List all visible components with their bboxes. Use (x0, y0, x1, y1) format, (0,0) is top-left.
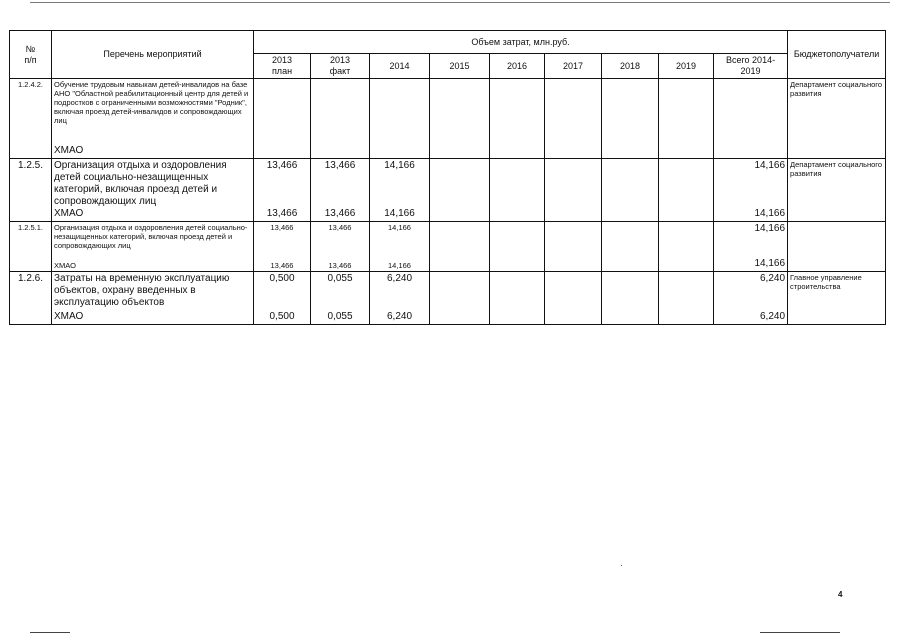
table-row (10, 272, 886, 325)
value-2014: 14,166 (388, 223, 411, 232)
row-number: 1.2.5.1. (10, 222, 52, 272)
header-year-2015: 2015 (430, 54, 490, 79)
row-title: Организация отдыха и оздоровления детей социально-незащищенных категорий, включая проезд детей и сопровождающих лиц (54, 223, 248, 250)
row-recipient: Главное управление строительства (788, 272, 886, 325)
cell-2015 (430, 222, 490, 272)
cell-2019 (659, 272, 714, 325)
value-total-region: 6,240 (760, 311, 786, 322)
row-title: Обучение трудовым навыкам детей-инвалидов на базе АНО "Областной реабилитационный центр для детей и подростков с ограниченными возможностями "Родник", включая проезд детей-инвалидов и сопровождающих лиц (54, 80, 249, 125)
value-2013-plan-region: 0,500 (269, 311, 295, 322)
cell-2014 (370, 272, 430, 325)
cell-2013-plan (254, 159, 311, 222)
cell-2013-plan (254, 222, 311, 272)
header-year-2013-plan: 2013 план (254, 54, 311, 79)
value-2014: 6,240 (386, 273, 413, 284)
cell-2013-fact (311, 159, 370, 222)
value-2013-fact: 13,466 (324, 160, 356, 171)
header-row-1 (10, 31, 886, 54)
value-2013-fact: 13,466 (328, 223, 352, 232)
row-title-cell (52, 222, 254, 272)
value-2013-fact-region: 0,055 (327, 311, 353, 322)
value-2013-fact: 0,055 (327, 273, 353, 284)
cell-total (714, 222, 788, 272)
cell-2017 (545, 222, 602, 272)
cell-2014 (370, 79, 430, 159)
value-2013-plan: 13,466 (266, 160, 298, 171)
cell-2017 (545, 272, 602, 325)
speck (621, 565, 622, 566)
header-year-2014: 2014 (370, 54, 430, 79)
cell-2017 (545, 159, 602, 222)
budget-table (9, 30, 886, 325)
row-recipient: Департамент социального развития (788, 159, 886, 222)
value-2014-region: 6,240 (386, 311, 413, 322)
value-total: 14,166 (754, 160, 786, 171)
row-title-cell (52, 272, 254, 325)
cell-total (714, 159, 788, 222)
row-number: 1.2.4.2. (10, 79, 52, 159)
value-total: 6,240 (760, 273, 786, 284)
value-2013-plan-region: 13,466 (270, 261, 294, 270)
value-2013-plan: 13,466 (270, 223, 294, 232)
bottom-rule-left (30, 632, 70, 633)
cell-2015 (430, 79, 490, 159)
cell-2014 (370, 159, 430, 222)
row-title-cell (52, 159, 254, 222)
header-year-2018: 2018 (602, 54, 659, 79)
cell-2017 (545, 79, 602, 159)
cell-2018 (602, 79, 659, 159)
header-num: № п/п (10, 31, 52, 79)
header-cost-volume: Объем затрат, млн.руб. (254, 31, 788, 54)
header-year-2016: 2016 (490, 54, 545, 79)
cell-2016 (490, 272, 545, 325)
table-row (10, 79, 886, 159)
value-2013-plan-region: 13,466 (266, 208, 298, 219)
cell-2013-fact (311, 222, 370, 272)
value-2013-fact-region: 13,466 (328, 261, 352, 270)
header-total: Всего 2014- 2019 (714, 54, 788, 79)
cell-2018 (602, 272, 659, 325)
value-2014-region: 14,166 (384, 208, 415, 219)
cell-2013-plan (254, 272, 311, 325)
cell-2013-fact (311, 79, 370, 159)
cell-2014 (370, 222, 430, 272)
cell-2019 (659, 159, 714, 222)
cell-2015 (430, 272, 490, 325)
cell-2019 (659, 79, 714, 159)
cell-2019 (659, 222, 714, 272)
value-2014: 14,166 (384, 160, 415, 171)
value-2013-plan: 0,500 (269, 273, 295, 284)
row-number: 1.2.6. (10, 272, 52, 325)
row-region: ХМАО (54, 208, 84, 219)
row-region: ХМАО (54, 145, 84, 156)
row-region: ХМАО (54, 261, 76, 270)
value-2013-fact-region: 13,466 (324, 208, 356, 219)
cell-2015 (430, 159, 490, 222)
value-2014-region: 14,166 (388, 261, 411, 270)
row-recipient (788, 222, 886, 272)
value-total-region: 14,166 (754, 208, 786, 219)
value-total: 14,166 (754, 223, 786, 234)
row-title: Организация отдыха и оздоровления детей социально-незащищенных категорий, включая проезд детей и сопровождающих лиц (54, 160, 227, 207)
cell-2018 (602, 159, 659, 222)
value-total-region: 14,166 (754, 258, 786, 269)
cell-2018 (602, 222, 659, 272)
header-year-2017: 2017 (545, 54, 602, 79)
top-rule (30, 2, 890, 3)
cell-2013-plan (254, 79, 311, 159)
table-row (10, 159, 886, 222)
page-number: 4 (838, 590, 843, 599)
cell-2013-fact (311, 272, 370, 325)
cell-total (714, 272, 788, 325)
row-title-cell (52, 79, 254, 159)
header-recipients: Бюджетополучатели (788, 31, 886, 79)
row-recipient: Департамент социального развития (788, 79, 886, 159)
header-measures: Перечень мероприятий (52, 31, 254, 79)
header-year-2019: 2019 (659, 54, 714, 79)
row-region: ХМАО (54, 311, 84, 322)
header-year-2013-fact: 2013 факт (311, 54, 370, 79)
cell-2016 (490, 222, 545, 272)
cell-2016 (490, 159, 545, 222)
row-title: Затраты на временную эксплуатацию объектов, охрану введенных в эксплуатацию объектов (54, 273, 230, 308)
cell-total (714, 79, 788, 159)
cell-2016 (490, 79, 545, 159)
bottom-rule-right (760, 632, 840, 633)
row-number: 1.2.5. (10, 159, 52, 222)
table-row (10, 222, 886, 272)
